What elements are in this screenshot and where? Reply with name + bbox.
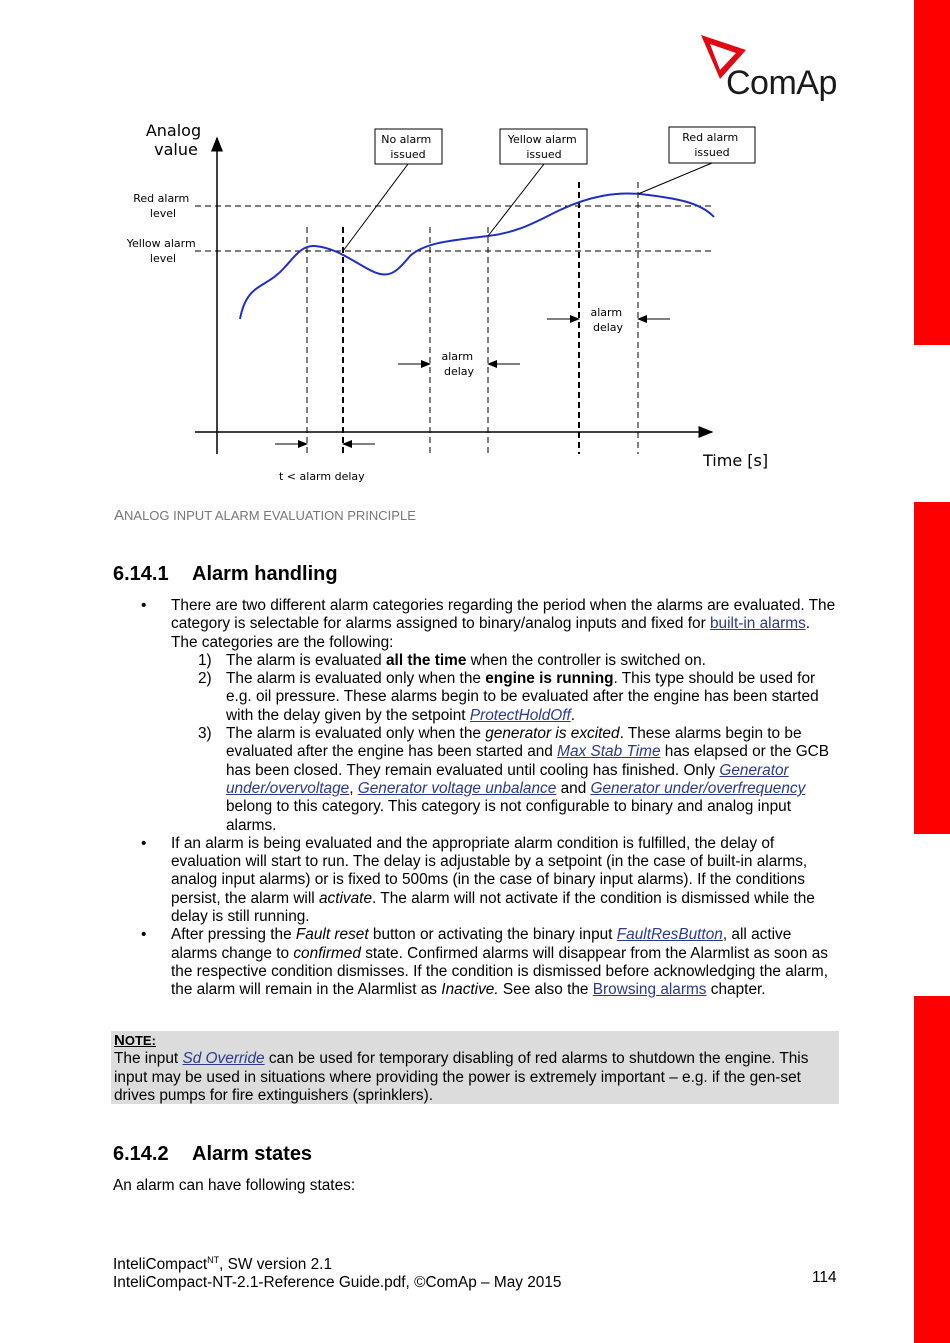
list-item: 2) The alarm is evaluated only when the engine is running. This type should be used for e.g. oil pressure. These alarms begin to be evaluated after the engine has been started with the delay given by the setpoint ProtectHoldOff. bbox=[198, 670, 819, 724]
link-sd-override[interactable]: Sd Override bbox=[182, 1050, 265, 1068]
alarm-handling-body bbox=[113, 597, 839, 1000]
t-delay-label: t < alarm delay bbox=[279, 470, 365, 483]
bullet-list bbox=[113, 597, 839, 1000]
link-generator-under-overfrequency[interactable]: Generator under/overfrequency bbox=[590, 779, 806, 797]
note-box bbox=[111, 1031, 839, 1104]
callout-no-alarm-text: No alarm issued bbox=[381, 133, 432, 161]
y-axis-label: Analog value bbox=[145, 121, 202, 159]
delay1-label: alarm delay bbox=[441, 350, 475, 378]
section-heading-alarm-states bbox=[113, 1143, 312, 1166]
figure-caption: ANALOG INPUT ALARM EVALUATION PRINCIPLE bbox=[114, 507, 416, 524]
side-tab-middle bbox=[914, 502, 950, 834]
delay2-label: alarm delay bbox=[590, 306, 624, 334]
link-generator-under-overvoltage[interactable]: Generator under/overvoltage bbox=[226, 761, 789, 797]
footer-document: InteliCompact-NT-2.1-Reference Guide.pdf, ©ComAp – May 2015 bbox=[113, 1274, 562, 1292]
callout-no-alarm-pointer bbox=[343, 164, 408, 251]
section-heading-alarm-handling bbox=[113, 563, 338, 586]
link-max-stab-time[interactable]: Max Stab Time bbox=[557, 743, 661, 761]
page-number: 114 bbox=[812, 1269, 837, 1286]
section-title: Alarm states bbox=[192, 1143, 313, 1165]
link-built-in-alarms[interactable]: built-in alarms bbox=[709, 615, 806, 633]
yellow-level-label: Yellow alarm level bbox=[126, 237, 196, 265]
category-list bbox=[169, 652, 839, 835]
alarm-states-text: An alarm can have following states: bbox=[113, 1177, 356, 1194]
alarm-evaluation-diagram bbox=[110, 112, 790, 492]
link-faultresbutton[interactable]: FaultResButton bbox=[616, 926, 723, 944]
analog-value-curve bbox=[240, 194, 714, 319]
list-item: • There are two different alarm categories regarding the period when the alarms are evaluated. The category is selectable for alarms assigned to binary/analog inputs and fixed for built-in alarms. The categories are the following: 1) The alarm is evaluated all the time when the controller is switched on. 2) The alarm is evaluated only when the engine is running. This type should be used for e.g. oil pressure. These alarms begin to be evaluated after the engine has been started with the delay given by the setpoint ProtectHoldOff. 3) The alarm is evaluated only when the generator is excited. These alarms begin to be evaluated after the engine has been started and Max Stab Time has elapsed or the GCB has been closed. They remain evaluated until cooling has finished. Only Generator under/overvoltage, Generator voltage unbalance and Generator under/overfrequency belong to this category. This category is not configurable to binary and analog input alarms. bbox=[113, 597, 839, 835]
section-number: 6.14.1 bbox=[113, 563, 169, 585]
red-level-label: Red alarm level bbox=[133, 192, 190, 220]
callout-yellow-alarm-text: Yellow alarm issued bbox=[507, 133, 577, 161]
callout-red-alarm-text: Red alarm issued bbox=[682, 131, 739, 159]
list-item: • If an alarm is being evaluated and the appropriate alarm condition is fulfilled, the delay of evaluation will start to run. The delay is adjustable by a setpoint (in the case of built-in alarms, analog input alarms) or is fixed to 500ms (in the case of binary input alarms). If the conditions persist, the alarm will activate. The alarm will not activate if the condition is dismissed while the delay is still running. bbox=[113, 835, 839, 926]
list-item: 1) The alarm is evaluated all the time when the controller is switched on. bbox=[198, 651, 706, 669]
logo-text: ComAp bbox=[726, 64, 837, 102]
side-tab-bottom bbox=[914, 996, 950, 1343]
side-tab-top bbox=[914, 0, 950, 345]
note-title: NOTE: bbox=[114, 1032, 156, 1049]
list-item: • After pressing the Fault reset button or activating the binary input FaultResButton, all active alarms change to confirmed state. Confirmed alarms will disappear from the Alarmlist as soon as the respective condition dismisses. If the condition is dismissed before acknowledging the alarm, the alarm will remain in the Alarmlist as Inactive. See also the Browsing alarms chapter. bbox=[113, 926, 839, 999]
section-number: 6.14.2 bbox=[113, 1143, 169, 1165]
footer-product: InteliCompact$^{NT}$, SW version 2.1 bbox=[113, 1255, 333, 1274]
link-protectholdoff[interactable]: ProtectHoldOff bbox=[469, 706, 571, 724]
note-text: The input Sd Override can be used for temporary disabling of red alarms to shutdown the engine. This input may be used in situations where providing the power is extremely important – e.g. if the gen-set drives pumps for fire extinguishers (sprinklers). bbox=[114, 1050, 809, 1104]
list-item: 3) The alarm is evaluated only when the generator is excited. These alarms begin to be evaluated after the engine has been started and Max Stab Time has elapsed or the GCB has been closed. They remain evaluated until cooling has finished. Only Generator under/overvoltage, Generator voltage unbalance and Generator under/overfrequency belong to this category. This category is not configurable to binary and analog input alarms. bbox=[198, 725, 830, 834]
footer bbox=[113, 1251, 561, 1292]
callout-red-alarm-pointer bbox=[638, 163, 712, 194]
section-title: Alarm handling bbox=[192, 563, 338, 585]
comap-logo bbox=[698, 32, 843, 104]
link-generator-voltage-unbalance[interactable]: Generator voltage unbalance bbox=[357, 779, 557, 797]
callout-yellow-alarm-pointer bbox=[488, 164, 544, 236]
link-browsing-alarms[interactable]: Browsing alarms bbox=[592, 981, 707, 999]
x-axis-label: Time [s] bbox=[703, 451, 769, 470]
